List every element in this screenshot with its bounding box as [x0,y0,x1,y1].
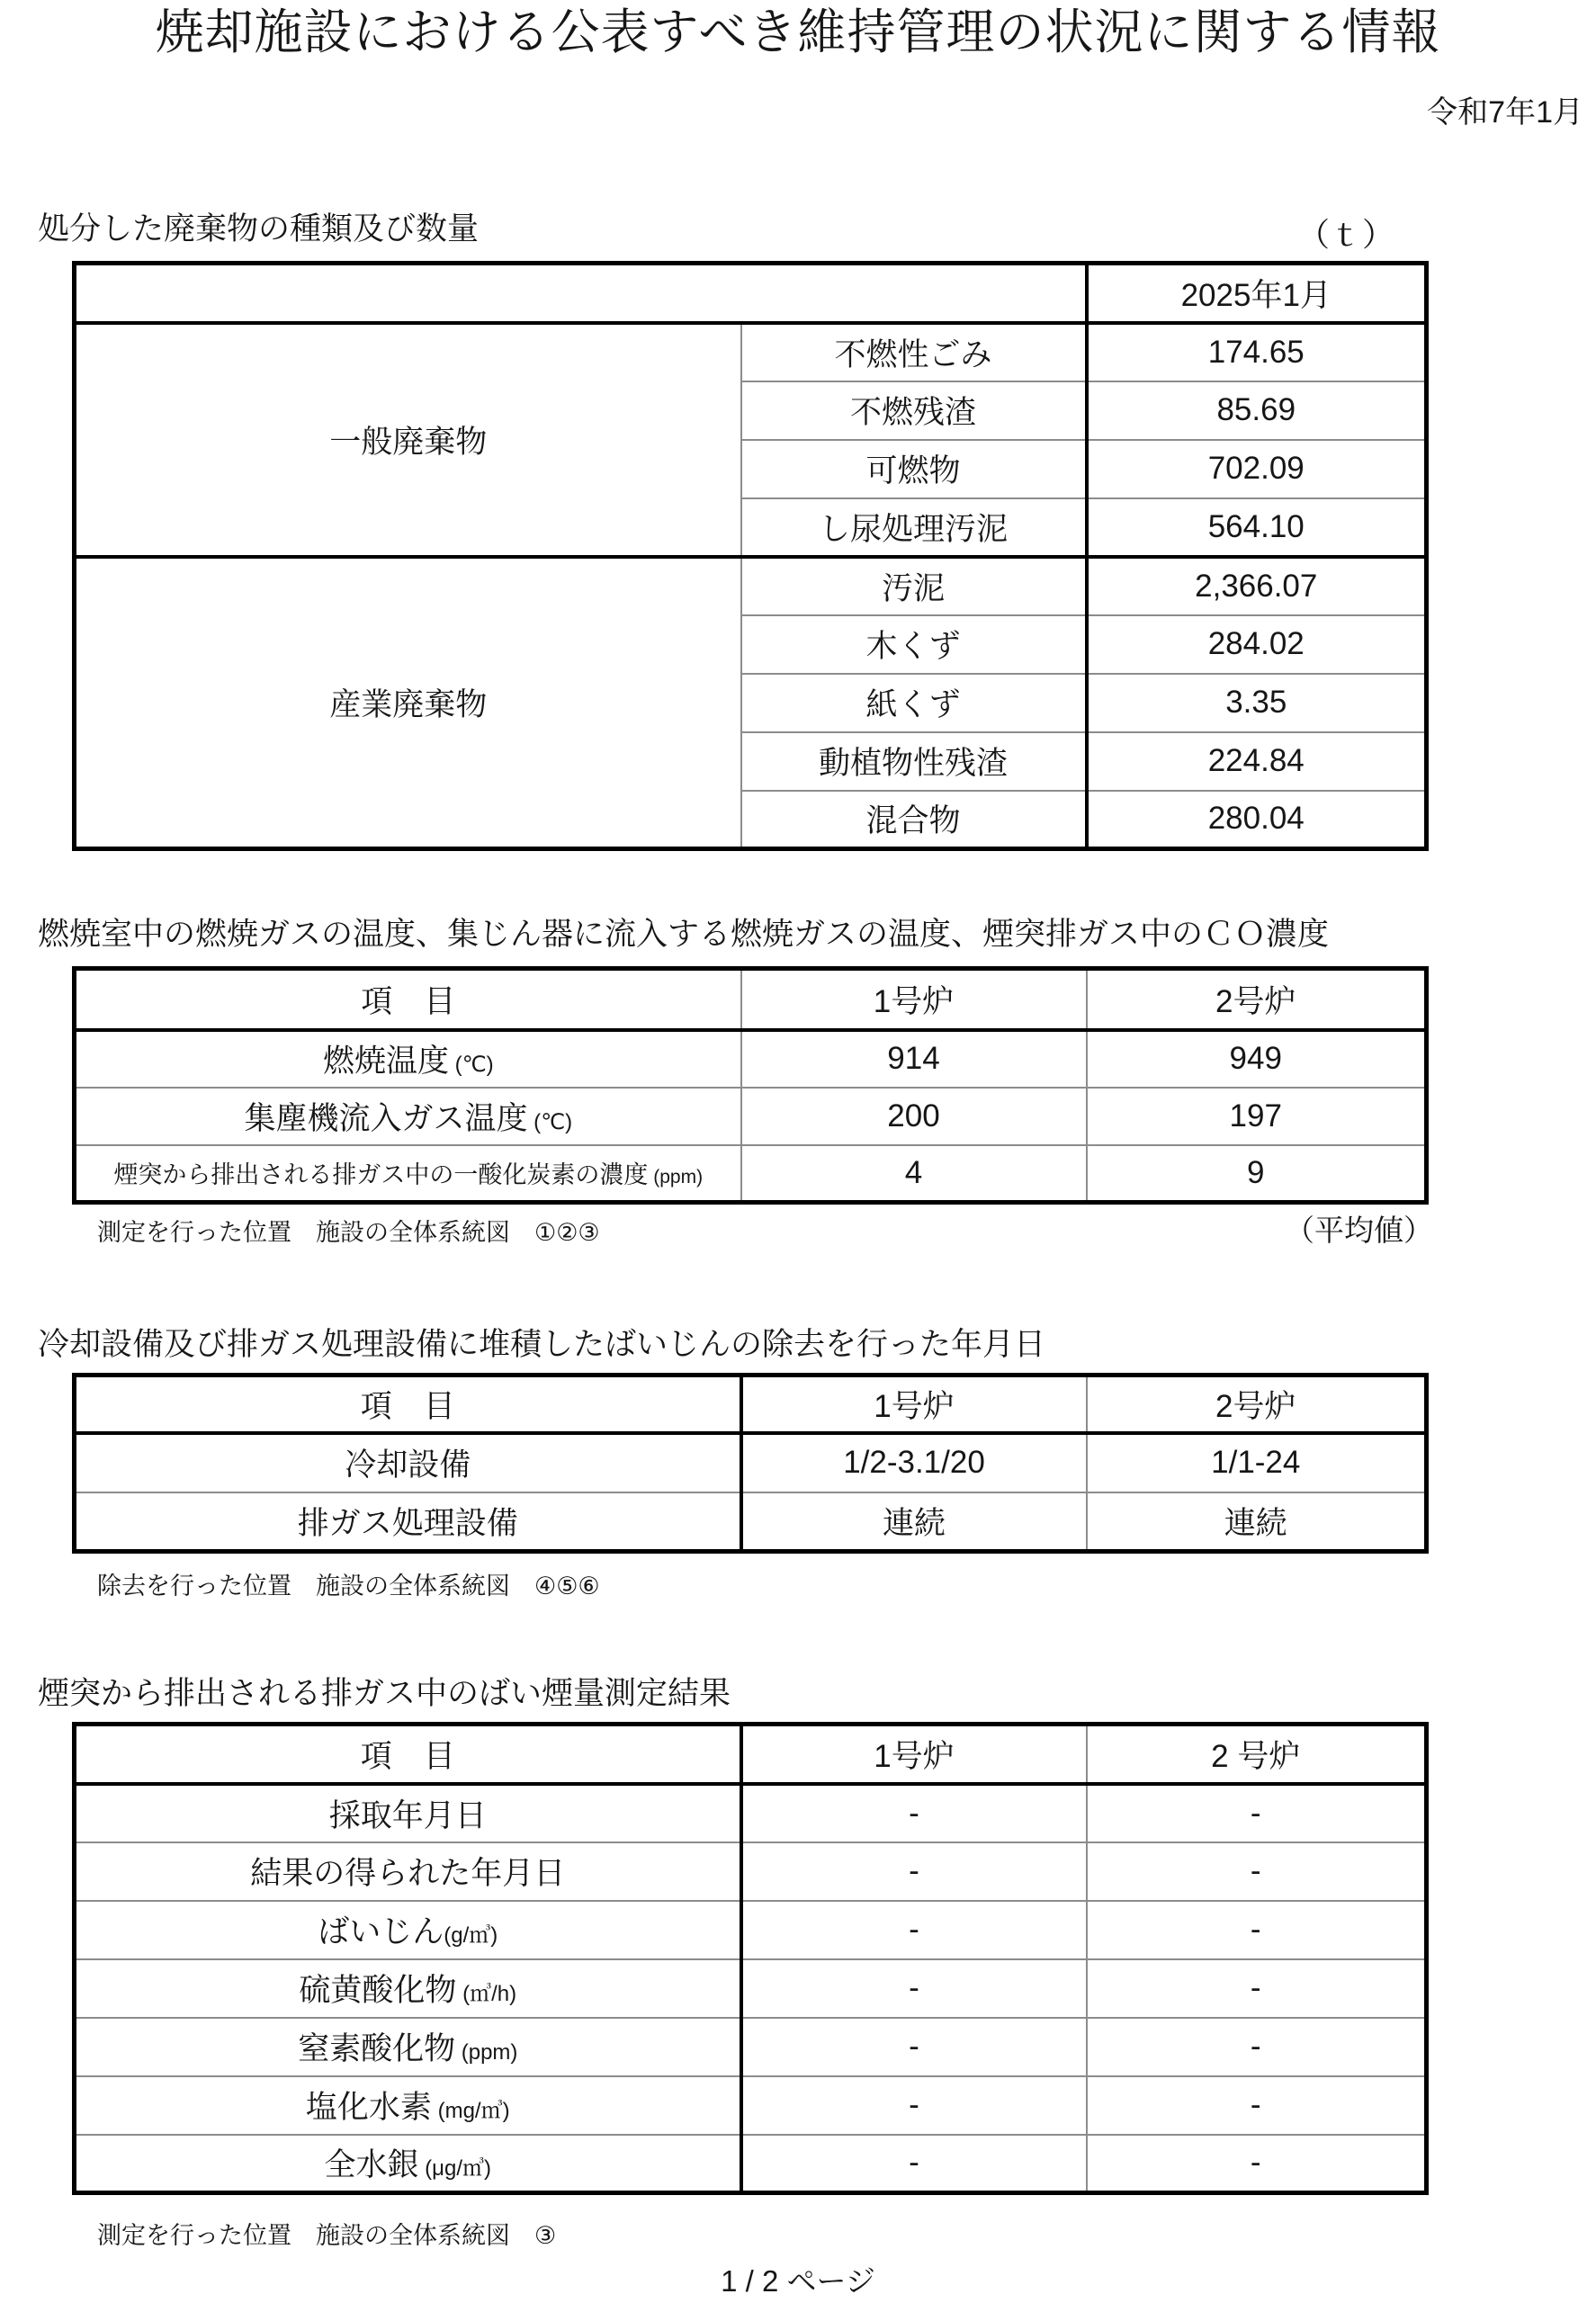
table-row [75,1784,1427,1842]
furnace1-value-cell: 914 [741,1030,1087,1088]
measure-label: 燃焼温度 [322,1044,449,1079]
column-header-furnace1: 1号炉 [741,1376,1087,1433]
equipment-label-cell: 排ガス処理設備 [75,1492,741,1552]
waste-header-empty-cell [75,264,1087,323]
furnace1-value-cell: - [741,2076,1087,2135]
dust-removal-section-heading: 冷却設備及び排ガス処理設備に堆積したばいじんの除去を行った年月日 [38,1327,1046,1362]
furnace2-value-cell: - [1087,2018,1427,2076]
waste-unit-label: （ｔ） [1296,216,1394,253]
measure-label: 窒素酸化物 [298,2031,456,2066]
measure-unit: (ppm) [455,2040,518,2065]
waste-period-header: 2025年1月 [1087,264,1427,323]
measure-unit: (㎥/h) [456,1982,517,2006]
measure-label-cell [75,1030,741,1088]
combustion-measurement-note: 測定を行った位置 施設の全体系統図 ①②③ [97,1219,600,1246]
era-date: 令和7年1月 [1427,95,1583,130]
furnace1-value-cell: - [741,2018,1087,2076]
furnace2-value-cell: 197 [1087,1088,1427,1145]
furnace2-value-cell: - [1087,2076,1427,2135]
column-header-item: 項 目 [75,1725,741,1784]
waste-amount-cell: 2,366.07 [1087,557,1427,615]
dust-removal-note: 除去を行った位置 施設の全体系統図 ④⑤⑥ [97,1573,600,1600]
waste-amount-cell: 85.69 [1087,381,1427,440]
furnace1-value-cell: 200 [741,1088,1087,1145]
measure-unit: (ppm) [648,1166,704,1187]
table-row [75,2135,1427,2193]
furnace2-value-cell: 1/1-24 [1087,1433,1427,1492]
measure-label: 硫黄酸化物 [299,1973,457,2008]
table-header-row [75,264,1427,323]
waste-type-cell: 木くず [741,615,1087,674]
measure-label: 塩化水素 [305,2090,432,2125]
average-value-note: （平均値） [1285,1214,1433,1247]
furnace2-value-cell: 9 [1087,1145,1427,1203]
measure-label: 全水銀 [324,2147,419,2183]
waste-amount-cell: 702.09 [1087,440,1427,498]
table-row [75,557,1427,615]
waste-type-cell: 不燃性ごみ [741,323,1087,381]
waste-amount-cell: 174.65 [1207,334,1305,370]
measure-label-cell [75,2076,741,2135]
furnace2-value-cell: 連続 [1087,1492,1427,1552]
column-header-furnace2: 2号炉 [1087,1376,1427,1433]
column-header-furnace1: 1号炉 [741,969,1087,1030]
measure-unit: (℃) [448,1053,494,1077]
table-row [75,323,1427,381]
combustion-section-heading: 燃焼室中の燃焼ガスの温度、集じん器に流入する燃焼ガスの温度、煙突排ガス中のＣＯ濃度 [38,917,1330,952]
measure-label-cell [75,1842,741,1901]
waste-type-cell: 汚泥 [741,557,1087,615]
smoke-section-heading: 煙突から排出される排ガス中のばい煙量測定結果 [38,1676,731,1711]
column-header-item: 項 目 [75,969,741,1030]
measure-label: ばいじん [318,1914,444,1949]
furnace2-value-cell: - [1087,1901,1427,1959]
waste-type-cell: 動植物性残渣 [741,732,1087,791]
furnace2-value-cell: - [1087,1959,1427,2018]
measure-unit: (μg/㎥) [418,2156,491,2182]
table-header-row [75,1376,1427,1433]
measure-unit: (mg/㎥) [431,2099,510,2123]
waste-amount-cell: 3.35 [1087,674,1427,732]
dust-removal-table [72,1373,1429,1554]
table-row [75,1842,1427,1901]
waste-amount-cell: 224.84 [1087,732,1427,791]
table-row [75,1959,1427,2018]
smoke-measurement-note: 測定を行った位置 施設の全体系統図 ③ [97,2222,557,2249]
furnace1-value-cell: 1/2-3.1/20 [741,1433,1087,1492]
column-header-furnace2: 2 号炉 [1087,1725,1427,1784]
furnace1-value-cell: - [741,1959,1087,2018]
measure-label-cell [75,1784,741,1842]
measure-label-cell [75,1901,741,1959]
measure-label-cell [75,1959,741,2018]
column-header-item: 項 目 [75,1376,741,1433]
combustion-table [72,966,1429,1205]
waste-type-cell: 混合物 [741,791,1087,849]
measure-label-cell [75,1145,741,1203]
page-number: 1 / 2 ページ [721,2264,875,2298]
furnace2-value-cell: - [1087,2135,1427,2193]
table-row [75,2018,1427,2076]
table-row [75,1088,1427,1145]
furnace1-value-cell: - [741,1842,1087,1901]
waste-section-heading: 処分した廃棄物の種類及び数量 [38,211,480,246]
furnace2-value-cell: - [1087,1842,1427,1901]
table-row [75,1433,1427,1492]
table-row [75,1030,1427,1088]
furnace1-value-cell: - [741,1901,1087,1959]
measure-label: 採取年月日 [328,1797,487,1833]
table-row [75,2076,1427,2135]
column-header-furnace1: 1号炉 [741,1725,1087,1784]
page-title: 焼却施設における公表すべき維持管理の状況に関する情報 [155,5,1441,59]
furnace1-value-cell: - [741,2135,1087,2193]
table-header-row [75,1725,1427,1784]
waste-amount-cell: 280.04 [1087,791,1427,849]
waste-type-cell: 不燃残渣 [741,381,1087,440]
measure-label-cell [75,2135,741,2193]
furnace2-value-cell: 949 [1087,1030,1427,1088]
waste-type-cell: 紙くず [741,674,1087,732]
furnace2-value-cell: - [1087,1784,1427,1842]
furnace1-value-cell: - [741,1784,1087,1842]
table-header-row [75,969,1427,1030]
measure-label: 結果の得られた年月日 [250,1856,566,1891]
waste-amount-cell: 564.10 [1087,498,1427,557]
measure-label: 煙突から排出される排ガス中の一酸化炭素の濃度 [113,1160,649,1188]
waste-amount-cell: 284.02 [1087,615,1427,674]
waste-type-cell: し尿処理汚泥 [741,498,1087,557]
column-header-furnace2: 2号炉 [1087,969,1427,1030]
table-row [75,1901,1427,1959]
measure-label-cell [75,2018,741,2076]
furnace1-value-cell: 連続 [741,1492,1087,1552]
table-row [75,1492,1427,1552]
measure-unit: (℃) [527,1109,573,1134]
measure-label-cell [75,1088,741,1145]
smoke-measurement-table [72,1722,1429,2195]
furnace1-value-cell: 4 [741,1145,1087,1203]
measure-unit: (g/㎥) [444,1923,498,1948]
measure-label: 集塵機流入ガス温度 [244,1100,528,1136]
table-row [75,1145,1427,1203]
waste-table [72,261,1429,851]
equipment-label-cell: 冷却設備 [75,1433,741,1492]
waste-category-cell: 一般廃棄物 [75,323,741,557]
waste-category-cell: 産業廃棄物 [75,557,741,849]
waste-type-cell: 可燃物 [741,440,1087,498]
